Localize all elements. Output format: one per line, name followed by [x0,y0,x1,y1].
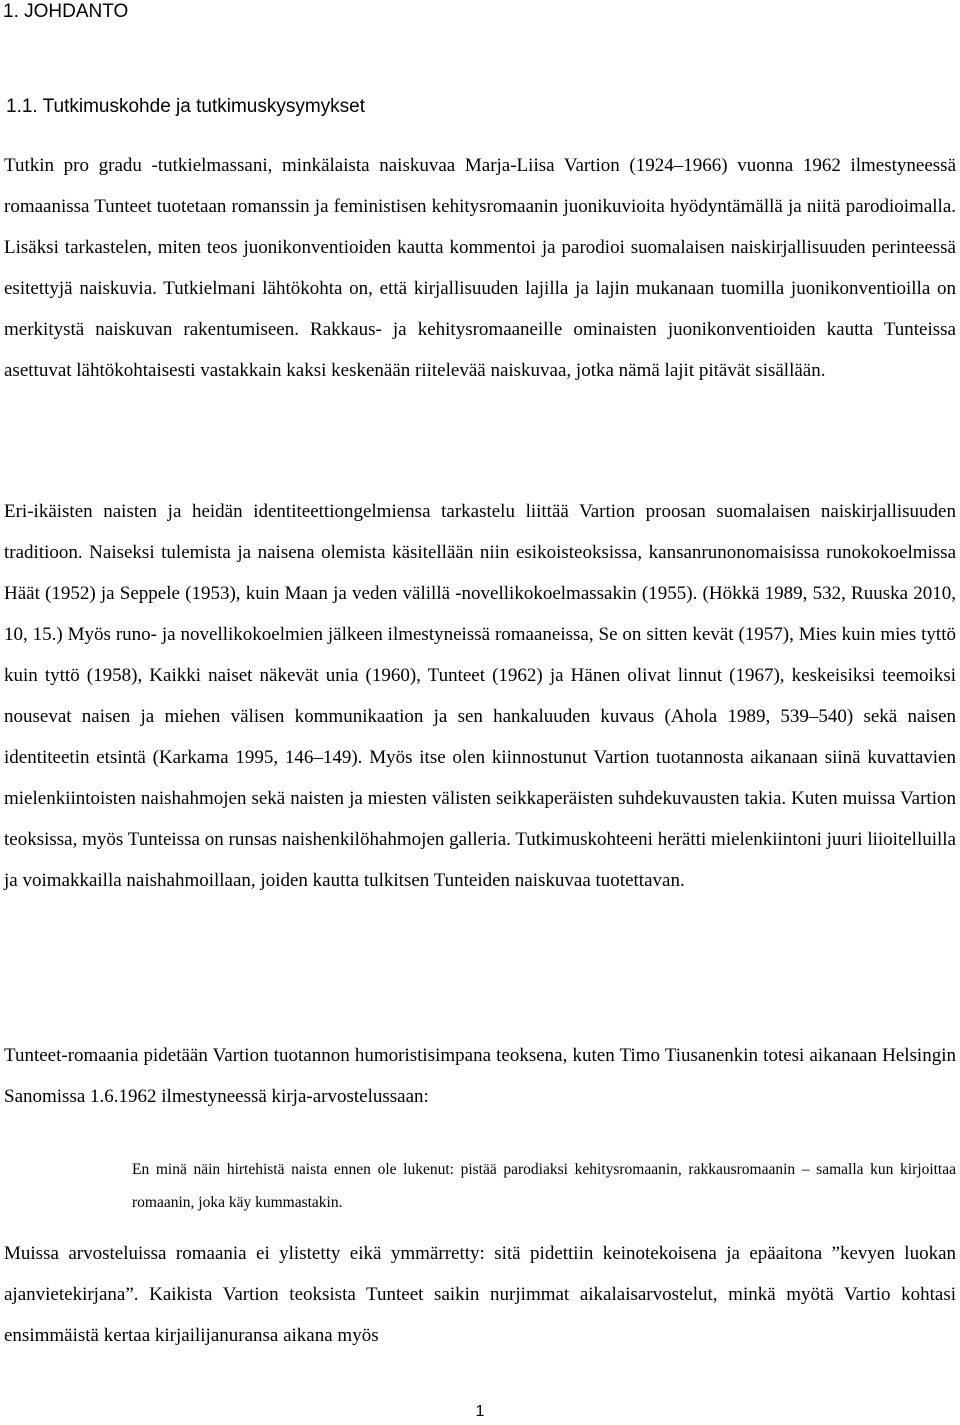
section-heading: 1.1. Tutkimuskohde ja tutkimuskysymykset [6,96,366,117]
body-paragraph: Tutkin pro gradu -tutkielmassani, minkälaista naiskuvaa Marja-Liisa Vartion (1924–1966) vuonna 1962 ilmestyneessä romaanissa Tunteet tuotetaan romanssin ja feministisen kehitysromaanin juonikuvioita hyödyntämällä ja niitä parodioimalla. Lisäksi tarkastelen, miten teos juonikonventioiden kautta kommentoi ja parodioi suomalaisen naiskirjallisuuden perinteessä esitettyjä naiskuvia. Tutkielmani lähtökohta on, että kirjallisuuden lajilla ja lajin mukanaan tuomilla juonikonventioilla on merkitystä naiskuvan rakentumiseen. Rakkaus- ja kehitysromaaneille ominaisten juonikonventioiden kautta Tunteissa asettuvat lähtökohtaisesti vastakkain kaksi keskenään riitelevää naiskuvaa, jotka nämä lajit pitävät sisällään. [4,155,956,381]
body-paragraph: Muissa arvosteluissa romaania ei ylistetty eikä ymmärretty: sitä pidettiin keinotekoisena ja epäaitona ”kevyen luokan ajanvietekirjana”. Kaikista Vartion teoksista Tunteet saikin nurjimmat aikalaisarvostelut, minkä myötä Vartio kohtasi ensimmäistä kertaa kirjailijanuransa aikana myös [4,1243,956,1346]
block-quote: En minä näin hirtehistä naista ennen ole lukenut: pistää parodiaksi kehitysromaanin, rakkausromaanin – samalla kun kirjoittaa romaanin, joka käy kummastakin. [132,1161,956,1211]
chapter-heading: 1. JOHDANTO [3,1,129,22]
body-paragraph: Tunteet-romaania pidetään Vartion tuotannon humoristisimpana teoksena, kuten Timo Tiusanenkin totesi aikanaan Helsingin Sanomissa 1.6.1962 ilmestyneessä kirja-arvostelussaan: [4,1045,956,1107]
body-paragraph: Eri-ikäisten naisten ja heidän identiteettiongelmiensa tarkastelu liittää Vartion proosan suomalaisen naiskirjallisuuden traditioon. Naiseksi tulemista ja naisena olemista käsitellään niin esikoisteoksissa, kansanrunonomaisissa runokokoelmissa Häät (1952) ja Seppele (1953), kuin Maan ja veden välillä -novellikokoelmassakin (1955). (Hökkä 1989, 532, Ruuska 2010, 10, 15.) Myös runo- ja novellikokoelmien jälkeen ilmestyneissä romaaneissa, Se on sitten kevät (1957), Mies kuin mies tyttö kuin tyttö (1958), Kaikki naiset näkevät unia (1960), Tunteet (1962) ja Hänen olivat linnut (1967), keskeisiksi teemoiksi nousevat naisen ja miehen välisen kommunikaation ja sen hankaluuden kuvaus (Ahola 1989, 539–540) sekä naisen identiteetin etsintä (Karkama 1995, 146–149). Myös itse olen kiinnostunut Vartion tuotannosta aikanaan siinä kuvattavien mielenkiintoisten naishahmojen sekä naisten ja miesten välisten seikkaperäisten suhdekuvausten takia. Kuten muissa Vartion teoksissa, myös Tunteissa on runsas naishenkilöhahmojen galleria. Tutkimuskohteeni herätti mielenkiintoni juuri liioitelluilla ja voimakkailla naishahmoillaan, joiden kautta tulkitsen Tunteiden naiskuvaa tuotettavan. [4,501,956,891]
page-number: 1 [475,1403,485,1420]
